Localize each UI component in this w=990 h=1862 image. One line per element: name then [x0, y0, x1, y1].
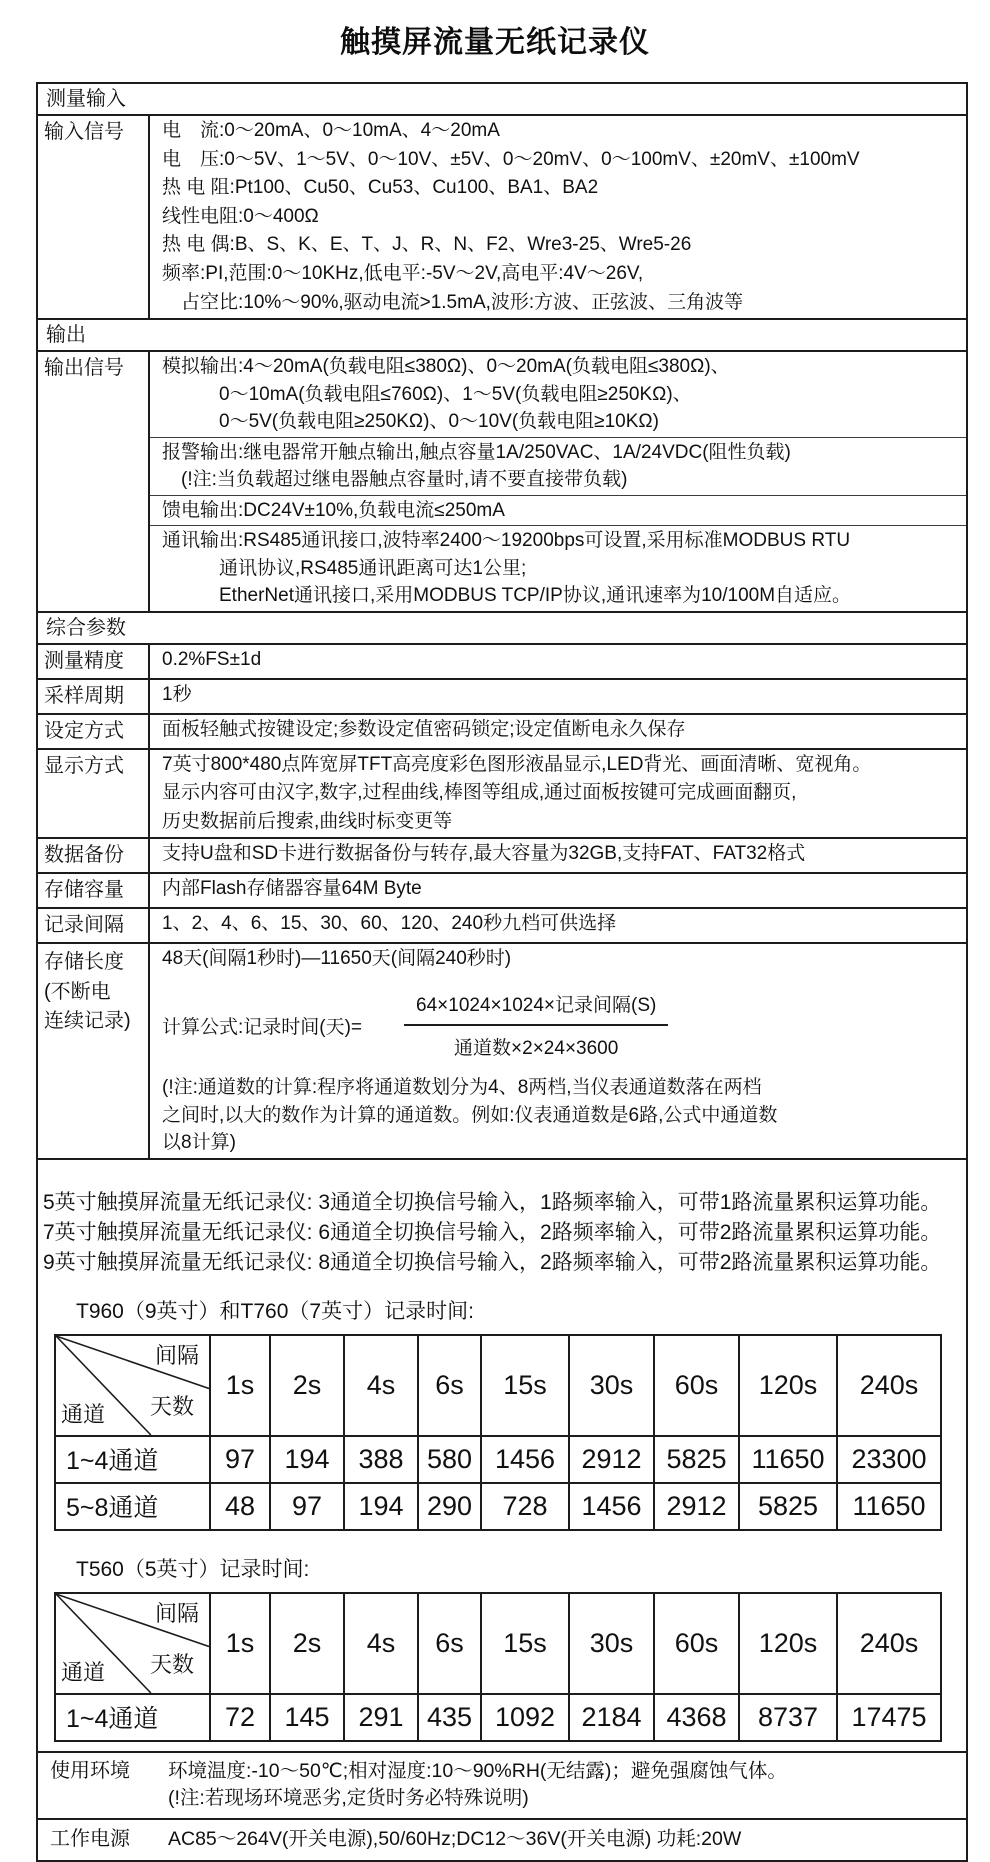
- spec-value: 内部Flash存储器容量64M Byte: [162, 878, 422, 900]
- days-cell: 728: [481, 1483, 569, 1530]
- environment-row: [38, 1751, 966, 1818]
- spec-line: 通讯输出:RS485通讯接口,波特率2400～19200bps可设置,采用标准MODBUS RTU: [162, 530, 851, 552]
- power-content: AC85～264V(开关电源),50/60Hz;DC12～36V(开关电源) 功耗:20W: [168, 1827, 742, 1850]
- power-label: 工作电源: [50, 1827, 130, 1850]
- row-label: 显示方式: [38, 750, 150, 838]
- model-line-5inch: 5英寸触摸屏流量无纸记录仪: 3通道全切换信号输入，1路频率输入，可带1路流量累积运算功能。: [43, 1190, 942, 1214]
- days-cell: 1092: [481, 1694, 569, 1741]
- spec-row-setting-method: [38, 713, 966, 748]
- formula-fraction: [404, 990, 668, 1060]
- row-label: 5~8通道: [55, 1483, 210, 1530]
- interval-header: 120s: [739, 1593, 837, 1694]
- interval-header: 6s: [418, 1593, 481, 1694]
- row-content-output-signal: [150, 352, 966, 611]
- spec-line: 电 压:0～5V、1～5V、0～10V、±5V、0～20mV、0～100mV、±20mV、±100mV: [162, 148, 860, 170]
- interval-header: 2s: [270, 1593, 344, 1694]
- days-cell: 97: [270, 1483, 344, 1530]
- spec-row-record-interval: [38, 907, 966, 942]
- interval-header: 4s: [344, 1593, 418, 1694]
- spec-line: 线性电阻:0～400Ω: [162, 205, 319, 227]
- corner-label-days: 天数: [149, 1651, 194, 1677]
- spec-value: 0.2%FS±1d: [162, 648, 262, 670]
- row-label: 1~4通道: [55, 1694, 210, 1741]
- row-label: 测量精度: [38, 645, 150, 678]
- interval-header: 60s: [654, 1335, 739, 1436]
- spec-table: [36, 82, 968, 1160]
- record-table-t560: [54, 1592, 942, 1742]
- environment-content: 环境温度:-10～50℃;相对湿度:10～90%RH(无结露)；避免强腐蚀气体。 (!注:若现场环境恶劣,定货时务必特殊说明): [168, 1759, 787, 1809]
- interval-header: 1s: [210, 1593, 270, 1694]
- days-cell: 435: [418, 1694, 481, 1741]
- interval-header: 15s: [481, 1335, 569, 1436]
- interval-header: 6s: [418, 1335, 481, 1436]
- days-cell: 97: [210, 1436, 270, 1483]
- spec-line: 电 流:0～20mA、0～10mA、4～20mA: [162, 120, 500, 141]
- days-cell: 2912: [654, 1483, 739, 1530]
- spec-row-display-mode: [38, 748, 966, 838]
- days-cell: 11650: [837, 1483, 941, 1530]
- corner-label-days: 天数: [149, 1393, 194, 1419]
- power-row: [38, 1818, 966, 1860]
- spec-row-data-backup: [38, 837, 966, 872]
- row-label: 数据备份: [38, 839, 150, 872]
- spec-line: 0～5V(负载电阻≥250KΩ)、0～10V(负载电阻≥10KΩ): [162, 411, 659, 433]
- interval-header: 60s: [654, 1593, 739, 1694]
- days-cell: 72: [210, 1694, 270, 1741]
- spec-row-input-signal: [38, 114, 966, 318]
- days-cell: 580: [418, 1436, 481, 1483]
- spec-row-storage-length: [38, 942, 966, 1157]
- model-and-record-box: [36, 1158, 968, 1862]
- record-table-title-t960-t760: T960（9英寸）和T760（7英寸）记录时间:: [76, 1299, 474, 1323]
- spec-line: 显示内容可由汉字,数字,过程曲线,棒图等组成,通过面板按键可完成画面翻页,: [162, 782, 797, 804]
- days-cell: 290: [418, 1483, 481, 1530]
- days-cell: 1456: [569, 1483, 654, 1530]
- spec-value: 1、2、4、6、15、30、60、120、240秒九档可供选择: [162, 913, 617, 935]
- interval-header: 15s: [481, 1593, 569, 1694]
- record-table-t960-t760: [54, 1334, 942, 1531]
- days-cell: 4368: [654, 1694, 739, 1741]
- model-line-9inch: 9英寸触摸屏流量无纸记录仪: 8通道全切换信号输入，2路频率输入，可带2路流量累积运算功能。: [43, 1250, 942, 1274]
- alarm-output-block: [150, 437, 966, 495]
- interval-header: 240s: [837, 1593, 941, 1694]
- days-cell: 145: [270, 1694, 344, 1741]
- spec-line: 7英寸800*480点阵宽屏TFT高亮度彩色图形液晶显示,LED背光、画面清晰、宽视角。: [162, 753, 872, 775]
- feed-output-block: [150, 495, 966, 526]
- days-cell: 5825: [654, 1436, 739, 1483]
- corner-label-channel: 通道: [61, 1401, 106, 1427]
- spec-line: 0～10mA(负载电阻≤760Ω)、1～5V(负载电阻≥250KΩ)、: [162, 383, 692, 405]
- spec-value: 支持U盘和SD卡进行数据备份与转存,最大容量为32GB,支持FAT、FAT32格式: [162, 843, 806, 865]
- row-label: 记录间隔: [38, 909, 150, 942]
- interval-header: 2s: [270, 1335, 344, 1436]
- section-header-measure-input: 测量输入: [46, 88, 126, 110]
- row-label-output-signal: 输出信号: [38, 352, 150, 611]
- days-cell: 2184: [569, 1694, 654, 1741]
- interval-header: 4s: [344, 1335, 418, 1436]
- environment-label: 使用环境: [50, 1759, 130, 1782]
- interval-header: 30s: [569, 1335, 654, 1436]
- days-cell: 11650: [739, 1436, 837, 1483]
- spec-line: 模拟输出:4～20mA(负载电阻≤380Ω)、0～20mA(负载电阻≤380Ω)、: [162, 356, 730, 378]
- spec-value: 面板轻触式按键设定;参数设定值密码锁定;设定值断电永久保存: [162, 718, 686, 740]
- model-descriptions: [38, 1188, 966, 1278]
- spec-line: 报警输出:继电器常开触点输出,触点容量1A/250VAC、1A/24VDC(阻性负载): [162, 441, 791, 463]
- days-cell: 8737: [739, 1694, 837, 1741]
- spec-row-storage-capacity: [38, 872, 966, 907]
- spec-line: 热 电 偶:B、S、K、E、T、J、R、N、F2、Wre3-25、Wre5-26: [162, 234, 692, 256]
- doc-title: 触摸屏流量无纸记录仪: [340, 26, 650, 59]
- row-label: 采样周期: [38, 680, 150, 713]
- interval-header: 30s: [569, 1593, 654, 1694]
- spec-line: 占空比:10%～90%,驱动电流>1.5mA,波形:方波、正弦波、三角波等: [162, 291, 744, 313]
- days-cell: 1456: [481, 1436, 569, 1483]
- comm-output-block: [150, 525, 966, 611]
- corner-label-interval: 间隔: [154, 1600, 199, 1626]
- spec-line: EtherNet通讯接口,采用MODBUS TCP/IP协议,通讯速率为10/100M自适应。: [162, 585, 852, 607]
- storage-note: (!注:通道数的计算:程序将通道数划分为4、8两档,当仪表通道数落在两档 之间时,以大的数作为计算的通道数。例如:仪表通道数是6路,公式中通道数 以8计算): [162, 1077, 778, 1154]
- row-label-storage-length: 存储长度 (不断电 连续记录): [38, 944, 150, 1157]
- row-label-input-signal: 输入信号: [38, 116, 150, 318]
- row-content-storage-length: [150, 944, 966, 1157]
- spec-row-output-signal: [38, 350, 966, 611]
- record-table-title-t560: T560（5英寸）记录时间:: [76, 1557, 310, 1581]
- days-cell: 5825: [739, 1483, 837, 1530]
- model-line-7inch: 7英寸触摸屏流量无纸记录仪: 6通道全切换信号输入，2路频率输入，可带2路流量累积运算功能。: [43, 1220, 942, 1244]
- days-cell: 388: [344, 1436, 418, 1483]
- row-label: 1~4通道: [55, 1436, 210, 1483]
- analog-output-block: [150, 352, 966, 437]
- table-row-ch5-8: [55, 1483, 941, 1530]
- formula-prefix: 计算公式:记录时间(天)=: [162, 1016, 363, 1038]
- days-cell: 23300: [837, 1436, 941, 1483]
- days-cell: 291: [344, 1694, 418, 1741]
- interval-header: 240s: [837, 1335, 941, 1436]
- section-header-output: 输出: [38, 318, 966, 350]
- days-cell: 48: [210, 1483, 270, 1530]
- row-label: 设定方式: [38, 715, 150, 748]
- spec-line: 馈电输出:DC24V±10%,负载电流≤250mA: [162, 499, 505, 521]
- spec-value: 1秒: [162, 683, 192, 705]
- spec-line: 热 电 阻:Pt100、Cu50、Cu53、Cu100、BA1、BA2: [162, 177, 599, 199]
- days-cell: 194: [344, 1483, 418, 1530]
- formula-numerator: 64×1024×1024×记录间隔(S): [404, 990, 668, 1026]
- spec-line: 历史数据前后搜索,曲线时标变更等: [162, 810, 453, 832]
- spec-row-accuracy: [38, 643, 966, 678]
- section-header-general: 综合参数: [38, 611, 966, 643]
- storage-formula: [162, 990, 954, 1060]
- table-row-ch1-4: [55, 1694, 941, 1741]
- spec-line: 通讯协议,RS485通讯距离可达1公里;: [162, 557, 527, 579]
- days-cell: 194: [270, 1436, 344, 1483]
- corner-label-interval: 间隔: [154, 1342, 199, 1368]
- spec-line: 频率:PI,范围:0～10KHz,低电平:-5V～2V,高电平:4V～26V,: [162, 262, 644, 284]
- spec-line: (!注:当负载超过继电器触点容量时,请不要直接带负载): [162, 469, 628, 491]
- corner-label-channel: 通道: [61, 1659, 106, 1685]
- row-content-input-signal: [150, 116, 966, 318]
- days-cell: 17475: [837, 1694, 941, 1741]
- row-label: 存储容量: [38, 874, 150, 907]
- days-cell: 2912: [569, 1436, 654, 1483]
- interval-header: 120s: [739, 1335, 837, 1436]
- interval-header: 1s: [210, 1335, 270, 1436]
- diagonal-header-cell: [55, 1335, 210, 1436]
- table-row-ch1-4: [55, 1436, 941, 1483]
- diagonal-header-cell: [55, 1593, 210, 1694]
- storage-range: 48天(间隔1秒时)—11650天(间隔240秒时): [162, 948, 512, 970]
- spec-row-sample-period: [38, 678, 966, 713]
- formula-denominator: 通道数×2×24×3600: [454, 1038, 619, 1060]
